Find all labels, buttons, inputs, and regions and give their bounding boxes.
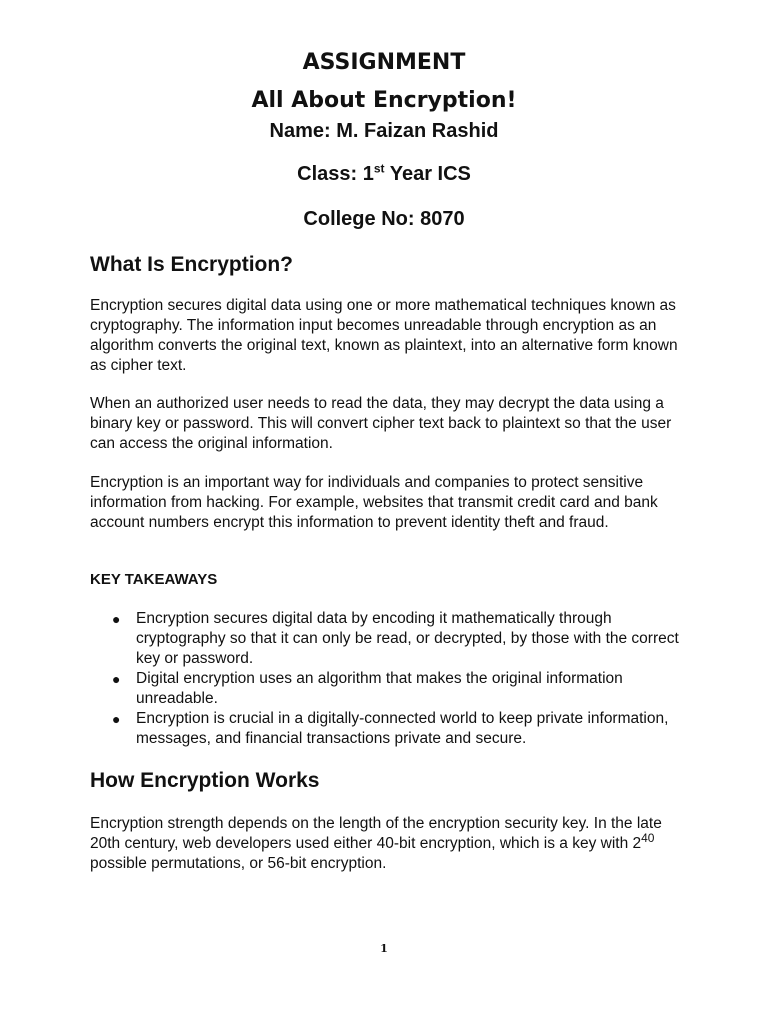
list-item-text: Digital encryption uses an algorithm that makes the original information unreadable. [136, 670, 623, 707]
list-item [112, 609, 692, 669]
paragraph-2: When an authorized user needs to read the data, they may decrypt the data using a binary key or password. This will convert cipher text back to plaintext so that the user can access the original information. [90, 395, 672, 452]
assignment-subtitle: All About Encryption! [251, 88, 517, 113]
bullet-icon: ● [112, 611, 121, 627]
section-heading-what-is-encryption: What Is Encryption? [90, 253, 294, 276]
paragraph-4 [90, 814, 690, 874]
paragraph-4-text: Encryption strength depends on the length of the encryption security key. In the late 20th century, web developers used either 40-bit encryption, which is a key with 2 [90, 815, 662, 852]
bullet-icon: ● [112, 711, 121, 727]
class-suffix: Year ICS [384, 163, 471, 185]
key-takeaways-list [112, 609, 692, 749]
class-superscript: st [373, 161, 385, 176]
list-item-text: Encryption secures digital data by encoding it mathematically through cryptography so that it can only be read, or decrypted, by those with the correct key or password. [136, 610, 679, 667]
list-item-text: Encryption is crucial in a digitally-connected world to keep private information, messages, and financial transactions private and secure. [136, 710, 669, 747]
assignment-title: ASSIGNMENT [302, 50, 466, 75]
student-class [0, 163, 768, 186]
key-takeaways-heading: KEY TAKEAWAYS [90, 571, 218, 588]
bullet-icon: ● [112, 671, 121, 687]
list-item [112, 709, 692, 749]
college-number: College No: 8070 [303, 208, 465, 230]
section-heading-how-encryption-works: How Encryption Works [90, 769, 320, 792]
exponent: 40 [641, 830, 655, 845]
class-prefix: Class: 1 [297, 163, 374, 185]
paragraph-4-text-end: possible permutations, or 56-bit encryption. [90, 855, 387, 872]
paragraph-3: Encryption is an important way for individuals and companies to protect sensitive information from hacking. For example, websites that transmit credit card and bank account numbers encrypt this information to prevent identity theft and fraud. [90, 474, 658, 531]
list-item [112, 669, 692, 709]
student-name: Name: M. Faizan Rashid [269, 120, 499, 142]
paragraph-1: Encryption secures digital data using one or more mathematical techniques known as cryptography. The information input becomes unreadable through encryption as an algorithm converts the original text, known as plaintext, into an alternative form known as cipher text. [90, 297, 678, 374]
page-number: 1 [380, 942, 388, 955]
